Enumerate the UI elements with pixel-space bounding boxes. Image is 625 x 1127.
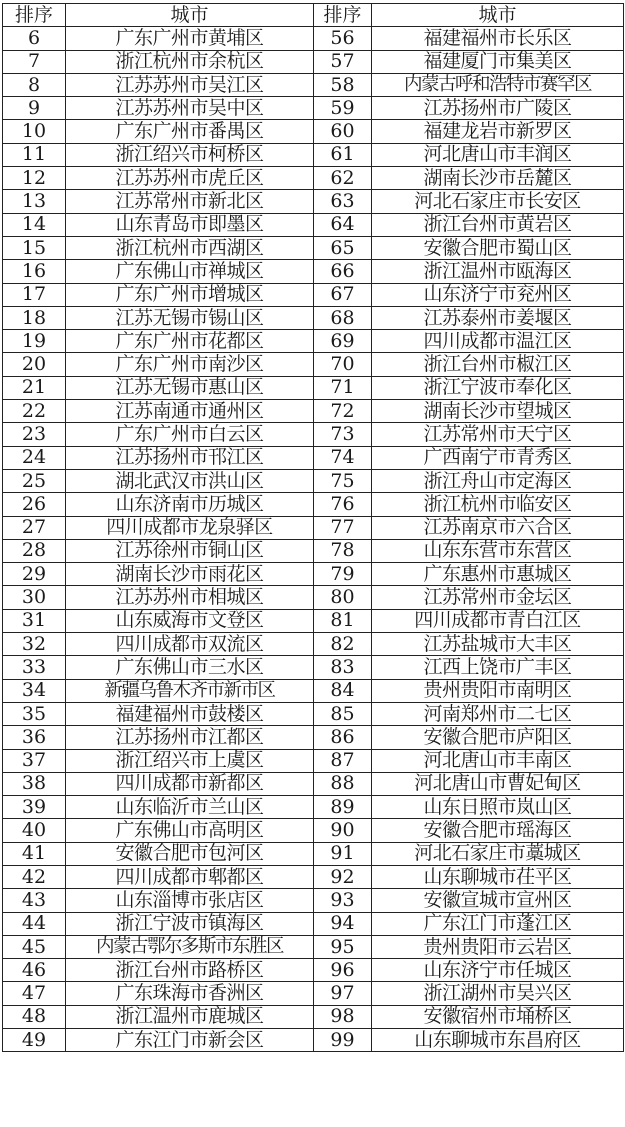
rank-left-cell: 31 xyxy=(3,609,66,632)
rank-right-cell: 98 xyxy=(314,1005,372,1028)
rank-right-cell: 94 xyxy=(314,912,372,935)
rank-right-cell: 70 xyxy=(314,353,372,376)
rank-right-cell: 69 xyxy=(314,330,372,353)
rank-right-cell: 63 xyxy=(314,190,372,213)
table-row xyxy=(3,796,624,819)
city-right-cell: 河北唐山市丰润区 xyxy=(372,143,624,166)
city-right-cell: 安徽宿州市埇桥区 xyxy=(372,1005,624,1028)
table-row xyxy=(3,1005,624,1028)
rank-left-cell: 8 xyxy=(3,73,66,96)
city-right-cell: 浙江温州市瓯海区 xyxy=(372,260,624,283)
rank-right-cell: 80 xyxy=(314,586,372,609)
rank-left-cell: 37 xyxy=(3,749,66,772)
rank-left-cell: 21 xyxy=(3,376,66,399)
table-row xyxy=(3,376,624,399)
rank-right-cell: 79 xyxy=(314,563,372,586)
table-row xyxy=(3,539,624,562)
table-row xyxy=(3,283,624,306)
header-row xyxy=(3,4,624,27)
city-left-cell: 广东广州市花都区 xyxy=(66,330,314,353)
rank-left-cell: 47 xyxy=(3,982,66,1005)
rank-left-cell: 9 xyxy=(3,97,66,120)
city-right-cell: 福建龙岩市新罗区 xyxy=(372,120,624,143)
table-row xyxy=(3,982,624,1005)
city-left-cell: 浙江杭州市余杭区 xyxy=(66,50,314,73)
city-left-cell: 湖北武汉市洪山区 xyxy=(66,469,314,492)
table-row xyxy=(3,50,624,73)
table-row xyxy=(3,236,624,259)
rank-right-cell: 83 xyxy=(314,656,372,679)
table-row xyxy=(3,167,624,190)
rank-left-cell: 33 xyxy=(3,656,66,679)
city-right-cell: 广东江门市蓬江区 xyxy=(372,912,624,935)
city-left-cell: 广东佛山市禅城区 xyxy=(66,260,314,283)
table-row xyxy=(3,842,624,865)
table-row xyxy=(3,679,624,702)
ranking-table xyxy=(2,3,624,1052)
table-row xyxy=(3,260,624,283)
rank-left-cell: 12 xyxy=(3,167,66,190)
rank-right-cell: 75 xyxy=(314,469,372,492)
table-row xyxy=(3,330,624,353)
rank-left-cell: 48 xyxy=(3,1005,66,1028)
rank-right-cell: 60 xyxy=(314,120,372,143)
rank-left-cell: 46 xyxy=(3,959,66,982)
table-row xyxy=(3,73,624,96)
rank-right-cell: 77 xyxy=(314,516,372,539)
city-right-cell: 安徽合肥市瑶海区 xyxy=(372,819,624,842)
city-left-cell: 山东临沂市兰山区 xyxy=(66,796,314,819)
rank-left-cell: 10 xyxy=(3,120,66,143)
city-right-cell: 安徽宣城市宣州区 xyxy=(372,889,624,912)
rank-right-cell: 90 xyxy=(314,819,372,842)
city-left-cell: 江苏苏州市相城区 xyxy=(66,586,314,609)
table-row xyxy=(3,190,624,213)
rank-left-cell: 27 xyxy=(3,516,66,539)
city-right-cell: 江西上饶市广丰区 xyxy=(372,656,624,679)
city-right-cell: 江苏扬州市广陵区 xyxy=(372,97,624,120)
city-right-cell: 安徽合肥市蜀山区 xyxy=(372,236,624,259)
rank-left-cell: 19 xyxy=(3,330,66,353)
city-left-cell: 浙江杭州市西湖区 xyxy=(66,236,314,259)
rank-left-cell: 18 xyxy=(3,306,66,329)
city-left-cell: 广东佛山市高明区 xyxy=(66,819,314,842)
city-right-cell: 河北石家庄市长安区 xyxy=(372,190,624,213)
table-row xyxy=(3,423,624,446)
table-row xyxy=(3,213,624,236)
rank-right-cell: 68 xyxy=(314,306,372,329)
city-right-cell: 山东聊城市东昌府区 xyxy=(372,1029,624,1052)
rank-right-cell: 73 xyxy=(314,423,372,446)
city-left-cell: 江苏扬州市邗江区 xyxy=(66,446,314,469)
table-row xyxy=(3,306,624,329)
rank-left-cell: 36 xyxy=(3,726,66,749)
table-row xyxy=(3,656,624,679)
city-right-cell: 江苏常州市金坛区 xyxy=(372,586,624,609)
table-row xyxy=(3,935,624,958)
table-row xyxy=(3,353,624,376)
rank-right-cell: 76 xyxy=(314,493,372,516)
rank-left-cell: 44 xyxy=(3,912,66,935)
city-right-cell: 江苏盐城市大丰区 xyxy=(372,633,624,656)
rank-right-cell: 81 xyxy=(314,609,372,632)
city-left-cell: 广东广州市黄埔区 xyxy=(66,27,314,50)
table-row xyxy=(3,959,624,982)
rank-left-cell: 14 xyxy=(3,213,66,236)
city-left-cell: 新疆乌鲁木齐市新市区 xyxy=(66,679,314,702)
table-row xyxy=(3,27,624,50)
table-row xyxy=(3,702,624,725)
rank-left-cell: 13 xyxy=(3,190,66,213)
city-left-cell: 山东威海市文登区 xyxy=(66,609,314,632)
rank-left-cell: 17 xyxy=(3,283,66,306)
city-left-cell: 四川成都市新都区 xyxy=(66,772,314,795)
city-right-cell: 江苏泰州市姜堰区 xyxy=(372,306,624,329)
rank-right-cell: 58 xyxy=(314,73,372,96)
city-right-cell: 四川成都市温江区 xyxy=(372,330,624,353)
city-right-cell: 贵州贵阳市南明区 xyxy=(372,679,624,702)
header-city-right: 城市 xyxy=(372,4,624,27)
city-left-cell: 江苏徐州市铜山区 xyxy=(66,539,314,562)
city-right-cell: 内蒙古呼和浩特市赛罕区 xyxy=(372,73,624,96)
city-right-cell: 福建福州市长乐区 xyxy=(372,27,624,50)
table-row xyxy=(3,493,624,516)
city-left-cell: 广东广州市白云区 xyxy=(66,423,314,446)
rank-right-cell: 84 xyxy=(314,679,372,702)
city-right-cell: 山东东营市东营区 xyxy=(372,539,624,562)
city-right-cell: 浙江杭州市临安区 xyxy=(372,493,624,516)
city-left-cell: 浙江温州市鹿城区 xyxy=(66,1005,314,1028)
city-left-cell: 江苏苏州市吴江区 xyxy=(66,73,314,96)
header-city-left: 城市 xyxy=(66,4,314,27)
city-left-cell: 江苏无锡市惠山区 xyxy=(66,376,314,399)
rank-left-cell: 29 xyxy=(3,563,66,586)
rank-right-cell: 97 xyxy=(314,982,372,1005)
city-right-cell: 浙江台州市椒江区 xyxy=(372,353,624,376)
rank-left-cell: 25 xyxy=(3,469,66,492)
rank-left-cell: 6 xyxy=(3,27,66,50)
table-row xyxy=(3,865,624,888)
header-rank-left: 排序 xyxy=(3,4,66,27)
table-row xyxy=(3,97,624,120)
rank-left-cell: 39 xyxy=(3,796,66,819)
city-right-cell: 山东济宁市兖州区 xyxy=(372,283,624,306)
rank-left-cell: 22 xyxy=(3,400,66,423)
city-left-cell: 广东江门市新会区 xyxy=(66,1029,314,1052)
city-left-cell: 山东青岛市即墨区 xyxy=(66,213,314,236)
rank-left-cell: 45 xyxy=(3,935,66,958)
city-left-cell: 广东广州市增城区 xyxy=(66,283,314,306)
rank-right-cell: 87 xyxy=(314,749,372,772)
table-row xyxy=(3,469,624,492)
rank-left-cell: 28 xyxy=(3,539,66,562)
rank-left-cell: 24 xyxy=(3,446,66,469)
city-right-cell: 山东日照市岚山区 xyxy=(372,796,624,819)
rank-left-cell: 11 xyxy=(3,143,66,166)
table-row xyxy=(3,1029,624,1052)
city-right-cell: 江苏南京市六合区 xyxy=(372,516,624,539)
rank-right-cell: 85 xyxy=(314,702,372,725)
city-right-cell: 安徽合肥市庐阳区 xyxy=(372,726,624,749)
city-right-cell: 四川成都市青白江区 xyxy=(372,609,624,632)
rank-left-cell: 32 xyxy=(3,633,66,656)
city-left-cell: 浙江宁波市镇海区 xyxy=(66,912,314,935)
rank-left-cell: 38 xyxy=(3,772,66,795)
rank-right-cell: 89 xyxy=(314,796,372,819)
rank-right-cell: 65 xyxy=(314,236,372,259)
table-row xyxy=(3,749,624,772)
rank-right-cell: 59 xyxy=(314,97,372,120)
table-row xyxy=(3,609,624,632)
city-left-cell: 广东广州市南沙区 xyxy=(66,353,314,376)
city-left-cell: 江苏苏州市虎丘区 xyxy=(66,167,314,190)
city-left-cell: 安徽合肥市包河区 xyxy=(66,842,314,865)
city-left-cell: 浙江绍兴市上虞区 xyxy=(66,749,314,772)
city-left-cell: 广东广州市番禺区 xyxy=(66,120,314,143)
rank-right-cell: 88 xyxy=(314,772,372,795)
city-left-cell: 浙江绍兴市柯桥区 xyxy=(66,143,314,166)
city-left-cell: 内蒙古鄂尔多斯市东胜区 xyxy=(66,935,314,958)
header-rank-right: 排序 xyxy=(314,4,372,27)
rank-right-cell: 71 xyxy=(314,376,372,399)
city-left-cell: 江苏扬州市江都区 xyxy=(66,726,314,749)
rank-right-cell: 93 xyxy=(314,889,372,912)
rank-left-cell: 40 xyxy=(3,819,66,842)
city-left-cell: 湖南长沙市雨花区 xyxy=(66,563,314,586)
rank-left-cell: 42 xyxy=(3,865,66,888)
table-row xyxy=(3,633,624,656)
rank-left-cell: 35 xyxy=(3,702,66,725)
city-left-cell: 广东珠海市香洲区 xyxy=(66,982,314,1005)
city-left-cell: 福建福州市鼓楼区 xyxy=(66,702,314,725)
rank-right-cell: 64 xyxy=(314,213,372,236)
table-row xyxy=(3,586,624,609)
rank-right-cell: 57 xyxy=(314,50,372,73)
rank-right-cell: 61 xyxy=(314,143,372,166)
city-left-cell: 江苏无锡市锡山区 xyxy=(66,306,314,329)
table-row xyxy=(3,889,624,912)
city-right-cell: 浙江宁波市奉化区 xyxy=(372,376,624,399)
city-right-cell: 河北唐山市曹妃甸区 xyxy=(372,772,624,795)
table-row xyxy=(3,563,624,586)
rank-right-cell: 78 xyxy=(314,539,372,562)
city-right-cell: 广东惠州市惠城区 xyxy=(372,563,624,586)
table-row xyxy=(3,819,624,842)
table-row xyxy=(3,912,624,935)
rank-left-cell: 20 xyxy=(3,353,66,376)
rank-left-cell: 7 xyxy=(3,50,66,73)
rank-left-cell: 23 xyxy=(3,423,66,446)
rank-right-cell: 91 xyxy=(314,842,372,865)
table-row xyxy=(3,400,624,423)
city-left-cell: 山东济南市历城区 xyxy=(66,493,314,516)
city-right-cell: 浙江湖州市吴兴区 xyxy=(372,982,624,1005)
rank-right-cell: 92 xyxy=(314,865,372,888)
rank-left-cell: 43 xyxy=(3,889,66,912)
table-body xyxy=(3,27,624,1052)
rank-right-cell: 82 xyxy=(314,633,372,656)
city-right-cell: 福建厦门市集美区 xyxy=(372,50,624,73)
table-row xyxy=(3,772,624,795)
rank-left-cell: 26 xyxy=(3,493,66,516)
city-right-cell: 浙江台州市黄岩区 xyxy=(372,213,624,236)
rank-left-cell: 49 xyxy=(3,1029,66,1052)
city-right-cell: 山东济宁市任城区 xyxy=(372,959,624,982)
rank-left-cell: 30 xyxy=(3,586,66,609)
table-row xyxy=(3,446,624,469)
rank-left-cell: 41 xyxy=(3,842,66,865)
table-row xyxy=(3,516,624,539)
city-right-cell: 河北唐山市丰南区 xyxy=(372,749,624,772)
rank-right-cell: 72 xyxy=(314,400,372,423)
city-left-cell: 四川成都市龙泉驿区 xyxy=(66,516,314,539)
rank-right-cell: 66 xyxy=(314,260,372,283)
city-right-cell: 湖南长沙市岳麓区 xyxy=(372,167,624,190)
rank-left-cell: 15 xyxy=(3,236,66,259)
rank-left-cell: 34 xyxy=(3,679,66,702)
rank-right-cell: 67 xyxy=(314,283,372,306)
city-right-cell: 河北石家庄市藁城区 xyxy=(372,842,624,865)
city-left-cell: 广东佛山市三水区 xyxy=(66,656,314,679)
city-left-cell: 四川成都市郫都区 xyxy=(66,865,314,888)
city-left-cell: 四川成都市双流区 xyxy=(66,633,314,656)
city-right-cell: 广西南宁市青秀区 xyxy=(372,446,624,469)
city-right-cell: 河南郑州市二七区 xyxy=(372,702,624,725)
rank-right-cell: 62 xyxy=(314,167,372,190)
rank-right-cell: 56 xyxy=(314,27,372,50)
rank-right-cell: 95 xyxy=(314,935,372,958)
table-row xyxy=(3,143,624,166)
city-left-cell: 山东淄博市张店区 xyxy=(66,889,314,912)
table-row xyxy=(3,726,624,749)
city-left-cell: 浙江台州市路桥区 xyxy=(66,959,314,982)
city-right-cell: 浙江舟山市定海区 xyxy=(372,469,624,492)
city-left-cell: 江苏苏州市吴中区 xyxy=(66,97,314,120)
city-right-cell: 山东聊城市茌平区 xyxy=(372,865,624,888)
rank-left-cell: 16 xyxy=(3,260,66,283)
rank-right-cell: 99 xyxy=(314,1029,372,1052)
city-right-cell: 江苏常州市天宁区 xyxy=(372,423,624,446)
rank-right-cell: 86 xyxy=(314,726,372,749)
city-left-cell: 江苏南通市通州区 xyxy=(66,400,314,423)
table-row xyxy=(3,120,624,143)
rank-right-cell: 96 xyxy=(314,959,372,982)
city-right-cell: 湖南长沙市望城区 xyxy=(372,400,624,423)
rank-right-cell: 74 xyxy=(314,446,372,469)
city-right-cell: 贵州贵阳市云岩区 xyxy=(372,935,624,958)
city-left-cell: 江苏常州市新北区 xyxy=(66,190,314,213)
table-header xyxy=(3,4,624,27)
